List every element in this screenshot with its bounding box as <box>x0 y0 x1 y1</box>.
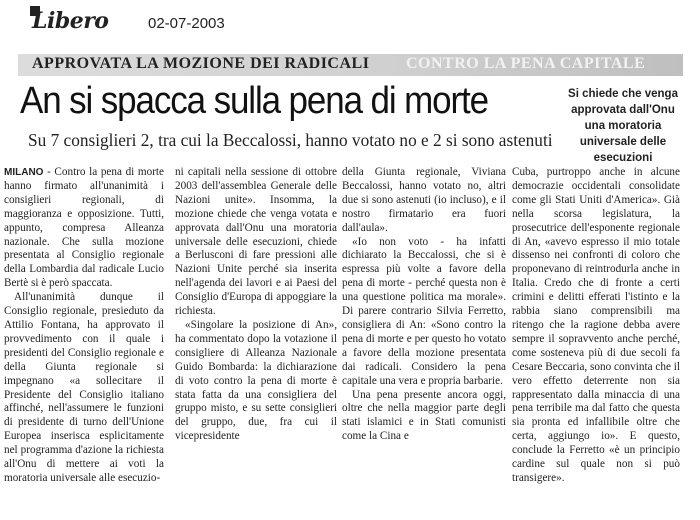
article-column-3 <box>342 166 506 444</box>
article-paragraph: Cuba, purtroppo anche in alcune democrazie occidentali consolidate come gli Stati Uniti d'America». Già nella scorsa legislatura, la prosecutrice dell'esponente regionale di An, «avevo espresso il mio totale dissenso nei confronti di coloro che proponevano di reintrodurla anche in Italia. Credo che di fronte a certi crimini e delitti efferati l'istinto e la rabbia siano comprensibili ma ritengo che la ragione debba avere sempre il sopravvento anche perché, come sosteneva più di due secoli fa Cesare Beccaria, sono convinta che il vero effetto deterrente non sia rappresentato dalla minaccia di una pena terribile ma dal fatto che questa sia pronta ed infallibile oltre che certa, aggiungo io». E questo, conclude la Ferretto «è un principio cardine sul quale non si può transigere». <box>512 166 680 484</box>
article-paragraph: ni capitali nella sessione di ottobre 2003 dell'assemblea Generale delle Nazioni unite». Insomma, la mozione chiede che venga votata e approvata dall'Onu una moratoria universale delle esecuzioni, chiede a Berlusconi di fare pressioni alle Nazioni Unite perché sia inserita nell'agenda dei lavori e ai Paesi del Consiglio d'Europa di appoggiare la richiesta. <box>175 166 337 318</box>
masthead <box>8 2 698 42</box>
kicker-text-secondary: CONTRO LA PENA CAPITALE <box>406 55 646 72</box>
dateline: MILANO <box>4 167 44 178</box>
article-paragraph: «Singolare la posizione di An», ha commentato dopo la votazione il consigliere di Alleanza Nazionale Guido Bombarda: la dichiarazione di voto contro la pena di morte è stata fatta da una consigliera del gruppo misto, e su sette consiglieri del gruppo, due, fra cui il vicepresidente <box>175 318 337 443</box>
article-column-2 <box>175 166 337 444</box>
publication-date: 02-07-2003 <box>148 15 225 32</box>
article-column-4 <box>512 166 680 486</box>
article-paragraph: Una pena presente ancora oggi, oltre che nella maggior parte degli stati islamici e in Stati comunisti come la Cina e <box>342 388 506 443</box>
kicker-bar <box>18 54 683 76</box>
newspaper-logo: Libero <box>32 8 109 34</box>
sidebar-callout: Si chiede che venga approvata dall'Onu una moratoria universale delle esecuzioni <box>568 88 678 164</box>
headline: An si spacca sulla pena di morte <box>20 80 488 122</box>
article-paragraph: All'unanimità dunque il Consiglio regionale, presieduto da Attilio Fontana, ha approvato il provvedimento con il quale i presidenti del Consiglio regionale e della Giunta regionale si impegnano «a sollecitare il Presidente del Consiglio italiano affinché, nell'assumere le funzioni di presidente di turno dell'Unione Europea inserisca esplicitamente nel programma d'azione la richiesta all'Onu di mettere ai voti la moratoria universale alle esecuzio- <box>4 291 164 484</box>
article-paragraph: «Io non voto - ha infatti dichiarato la Beccalossi, che si è espressa più volte a favore della pena di morte - perché questa non è una questione politica ma morale». Di parere contrario Silvia Ferretto, consigliera di An: «Sono contro la pena di morte e per questo ho votato a favore della mozione presentata dai radicali. Considero la pena capitale una vera e propria barbarie. <box>342 235 506 387</box>
article-paragraph: - Contro la pena di morte hanno firmato all'unanimità i consiglieri regionali, di maggioranza e opposizione. Tutti, appunto, compresa Alleanza nazionale. Che sulla mozione presentata al Consiglio regionale della Lombardia dal radicale Lucio Bertè si è però spaccata. <box>4 166 164 290</box>
article-column-1 <box>4 166 164 486</box>
kicker-text-primary: APPROVATA LA MOZIONE DEI RADICALI <box>32 55 370 72</box>
article-paragraph: della Giunta regionale, Viviana Beccalossi, hanno votato no, altri due si sono astenuti (io incluso), e il nostro firmatario era fuori dall'aula». <box>342 166 506 234</box>
deck-subheadline: Su 7 consiglieri 2, tra cui la Beccalossi, hanno votato no e 2 si sono astenuti <box>28 130 553 150</box>
